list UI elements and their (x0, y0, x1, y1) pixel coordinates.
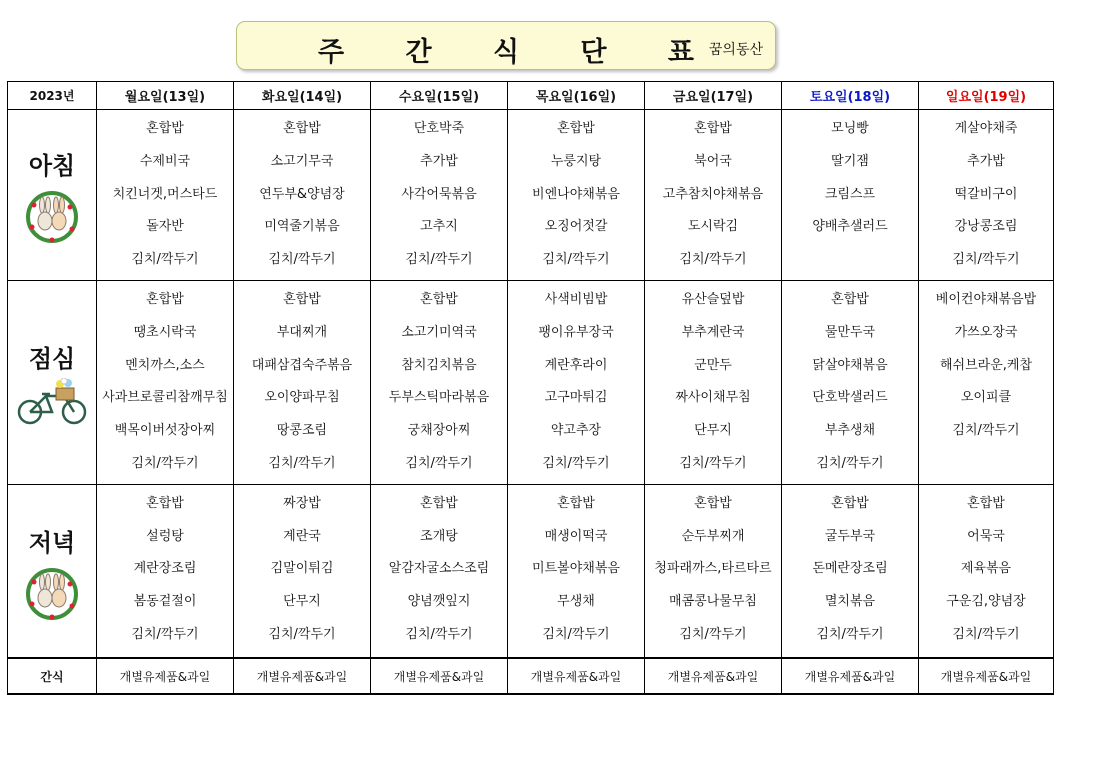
menu-item: 추가밥 (967, 153, 1005, 169)
menu-item: 김치/깍두기 (542, 455, 610, 471)
lunch-fri (645, 280, 782, 484)
menu-item: 김치/깍두기 (679, 626, 747, 642)
meal-name-breakfast: 아침 (28, 152, 76, 181)
day-header-thu: 목요일(16일) (508, 82, 645, 110)
menu-item: 치킨너겟,머스타드 (112, 186, 218, 202)
bunny-wreath-icon (22, 562, 82, 620)
meal-name-dinner: 저녁 (28, 528, 76, 557)
menu-item: 혼합밥 (694, 121, 732, 136)
menu-item: 매콤콩나물무침 (669, 594, 757, 610)
menu-item: 멸치볶음 (824, 594, 876, 610)
menu-item: 김치/깍두기 (268, 252, 336, 268)
snack-sat: 개별유제품&과일 (782, 658, 919, 694)
menu-item: 미역줄기볶음 (264, 219, 340, 235)
dinner-label-cell (8, 484, 97, 658)
menu-item: 단호박샐러드 (812, 390, 888, 406)
header-row (8, 82, 1054, 110)
menu-item: 매생이떡국 (544, 528, 608, 544)
menu-item: 오이피클 (960, 390, 1012, 406)
menu-item: 북어국 (694, 153, 732, 169)
menu-item: 설렁탕 (146, 528, 184, 544)
menu-item: 고추지 (420, 219, 458, 235)
breakfast-mon (97, 110, 234, 281)
breakfast-thu (508, 110, 645, 281)
menu-item: 혼합밥 (146, 495, 184, 511)
menu-item: 김치/깍두기 (816, 455, 884, 471)
breakfast-tue (234, 110, 371, 281)
menu-item: 김치/깍두기 (405, 455, 473, 471)
menu-item: 부대찌개 (276, 324, 328, 340)
snack-wed: 개별유제품&과일 (371, 658, 508, 694)
menu-item: 김치/깍두기 (405, 626, 473, 642)
lunch-sun (919, 280, 1054, 484)
menu-item: 무생채 (557, 594, 595, 610)
menu-item: 소고기미역국 (401, 324, 477, 340)
menu-item: 혼합밥 (557, 121, 595, 136)
menu-item: 혼합밥 (283, 291, 321, 307)
menu-item: 사과브로콜리참깨무침 (102, 390, 228, 406)
day-header-wed: 수요일(15일) (371, 82, 508, 110)
menu-item: 혼합밥 (967, 495, 1005, 511)
daycare-name: 꿈의동산 (708, 42, 763, 58)
dinner-wed (371, 484, 508, 658)
menu-item: 도시락김 (687, 219, 739, 235)
menu-item: 오이양파무침 (264, 390, 340, 406)
menu-item: 김치/깍두기 (268, 455, 336, 471)
menu-item: 봄동겉절이 (133, 594, 197, 610)
day-header-sat: 토요일(18일) (782, 82, 919, 110)
dinner-fri (645, 484, 782, 658)
menu-item: 수제비국 (139, 153, 191, 169)
menu-item: 혼합밥 (283, 121, 321, 136)
menu-item: 김치/깍두기 (952, 252, 1020, 268)
menu-item: 누룽지탕 (550, 153, 602, 169)
menu-item: 김치/깍두기 (679, 252, 747, 268)
snack-row (8, 658, 1054, 694)
menu-item: 고구마튀김 (544, 390, 608, 406)
menu-item: 고추참치야채볶음 (662, 186, 764, 202)
menu-item: 김치/깍두기 (131, 455, 199, 471)
menu-item: 비엔나야채볶음 (532, 186, 620, 202)
menu-item: 멘치까스,소스 (125, 357, 205, 373)
dinner-row (8, 484, 1054, 658)
menu-item (919, 451, 1053, 484)
dinner-sun (919, 484, 1054, 658)
lunch-tue (234, 280, 371, 484)
menu-item: 짜장밥 (283, 495, 321, 511)
dinner-thu (508, 484, 645, 658)
menu-item: 조개탕 (420, 528, 458, 544)
menu-item: 제육볶음 (960, 561, 1012, 577)
menu-item: 땡초시락국 (133, 324, 197, 340)
menu-item: 김치/깍두기 (405, 252, 473, 268)
menu-item: 강낭콩조림 (954, 219, 1018, 235)
menu-item: 어묵국 (967, 528, 1005, 544)
menu-item: 알감자굴소스조림 (388, 561, 490, 577)
menu-item: 대패삼겹숙주볶음 (251, 357, 353, 373)
menu-item: 김치/깍두기 (952, 423, 1020, 439)
menu-item: 혼합밥 (420, 291, 458, 307)
bunny-wreath-icon (22, 185, 82, 243)
menu-item: 크림스프 (824, 186, 876, 202)
menu-item: 부추계란국 (681, 324, 745, 340)
menu-item: 혼합밥 (146, 121, 184, 136)
menu-item: 혼합밥 (420, 495, 458, 511)
menu-item: 양념깻잎지 (407, 594, 471, 610)
menu-item: 짜사이채무침 (675, 390, 751, 406)
menu-item: 김치/깍두기 (131, 252, 199, 268)
day-header-sun: 일요일(19일) (919, 82, 1054, 110)
menu-item: 혼합밥 (146, 291, 184, 307)
menu-item: 김치/깍두기 (679, 455, 747, 471)
dinner-sat (782, 484, 919, 658)
menu-item: 혼합밥 (831, 291, 869, 307)
menu-item: 사색비빔밥 (544, 291, 608, 307)
snack-thu: 개별유제품&과일 (508, 658, 645, 694)
breakfast-label-cell (8, 110, 97, 281)
menu-item: 게살야채죽 (954, 121, 1018, 136)
breakfast-fri (645, 110, 782, 281)
lunch-row (8, 280, 1054, 484)
menu-item: 두부스틱마라볶음 (388, 390, 490, 406)
menu-item: 김치/깍두기 (816, 626, 884, 642)
menu-item: 계란국 (283, 528, 321, 544)
title-banner (236, 21, 776, 70)
menu-item: 단무지 (694, 423, 732, 439)
menu-item: 김말이튀김 (270, 561, 334, 577)
page-title: 주 간 식 단 표 (317, 37, 720, 68)
menu-item: 참치김치볶음 (401, 357, 477, 373)
breakfast-sat (782, 110, 919, 281)
menu-item: 해쉬브라운,케찹 (939, 357, 1033, 373)
menu-item: 계란장조림 (133, 561, 197, 577)
lunch-label-cell (8, 280, 97, 484)
menu-item: 김치/깍두기 (542, 626, 610, 642)
menu-item: 베이컨야채볶음밥 (935, 291, 1037, 307)
menu-item: 연두부&양념장 (259, 186, 345, 202)
breakfast-sun (919, 110, 1054, 281)
menu-item: 돈메란장조림 (812, 561, 888, 577)
menu-item: 사각어묵볶음 (401, 186, 477, 202)
menu-item: 딸기잼 (831, 153, 869, 169)
meal-name-lunch: 점심 (28, 344, 76, 373)
menu-item: 모닝빵 (831, 121, 869, 136)
menu-item: 오징어젓갈 (544, 219, 608, 235)
day-header-fri: 금요일(17일) (645, 82, 782, 110)
menu-item: 궁채장아찌 (407, 423, 471, 439)
menu-item: 돌자반 (146, 219, 184, 235)
menu-item: 단호박죽 (413, 121, 465, 136)
menu-item: 청파래까스,타르타르 (654, 561, 772, 577)
menu-item: 단무지 (283, 594, 321, 610)
day-header-mon: 월요일(13일) (97, 82, 234, 110)
menu-item: 김치/깍두기 (131, 626, 199, 642)
menu-item: 김치/깍두기 (268, 626, 336, 642)
menu-item: 약고추장 (550, 423, 602, 439)
day-header-tue: 화요일(14일) (234, 82, 371, 110)
menu-item: 백목이버섯장아찌 (114, 423, 216, 439)
snack-label: 간식 (8, 658, 97, 694)
menu-item: 김치/깍두기 (542, 252, 610, 268)
menu-item: 물만두국 (824, 324, 876, 340)
menu-item: 부추생채 (824, 423, 876, 439)
menu-item: 혼합밥 (831, 495, 869, 511)
menu-item: 팽이유부장국 (538, 324, 614, 340)
lunch-wed (371, 280, 508, 484)
menu-item: 구운김,양념장 (946, 594, 1026, 610)
menu-item: 떡갈비구이 (954, 186, 1018, 202)
menu-item: 순두부찌개 (681, 528, 745, 544)
flower-bicycle-icon (16, 378, 88, 426)
snack-tue: 개별유제품&과일 (234, 658, 371, 694)
breakfast-wed (371, 110, 508, 281)
snack-fri: 개별유제품&과일 (645, 658, 782, 694)
lunch-mon (97, 280, 234, 484)
menu-item: 닭살야채볶음 (812, 357, 888, 373)
menu-item: 가쓰오장국 (954, 324, 1018, 340)
menu-item: 혼합밥 (557, 495, 595, 511)
dinner-tue (234, 484, 371, 658)
menu-item: 소고기무국 (270, 153, 334, 169)
menu-item: 군만두 (694, 357, 732, 373)
menu-item: 굴두부국 (824, 528, 876, 544)
lunch-sat (782, 280, 919, 484)
breakfast-row (8, 110, 1054, 281)
lunch-thu (508, 280, 645, 484)
menu-item: 땅콩조림 (276, 423, 328, 439)
weekly-menu-table (7, 81, 1054, 695)
menu-item: 김치/깍두기 (952, 626, 1020, 642)
year-label: 2023년 (8, 82, 97, 110)
menu-item (782, 247, 918, 280)
menu-item: 추가밥 (420, 153, 458, 169)
dinner-mon (97, 484, 234, 658)
menu-item: 미트볼야채볶음 (532, 561, 620, 577)
menu-item: 혼합밥 (694, 495, 732, 511)
menu-item: 유산슬덮밥 (681, 291, 745, 307)
snack-sun: 개별유제품&과일 (919, 658, 1054, 694)
menu-item: 양배추샐러드 (812, 219, 888, 235)
snack-mon: 개별유제품&과일 (97, 658, 234, 694)
menu-item: 계란후라이 (544, 357, 608, 373)
